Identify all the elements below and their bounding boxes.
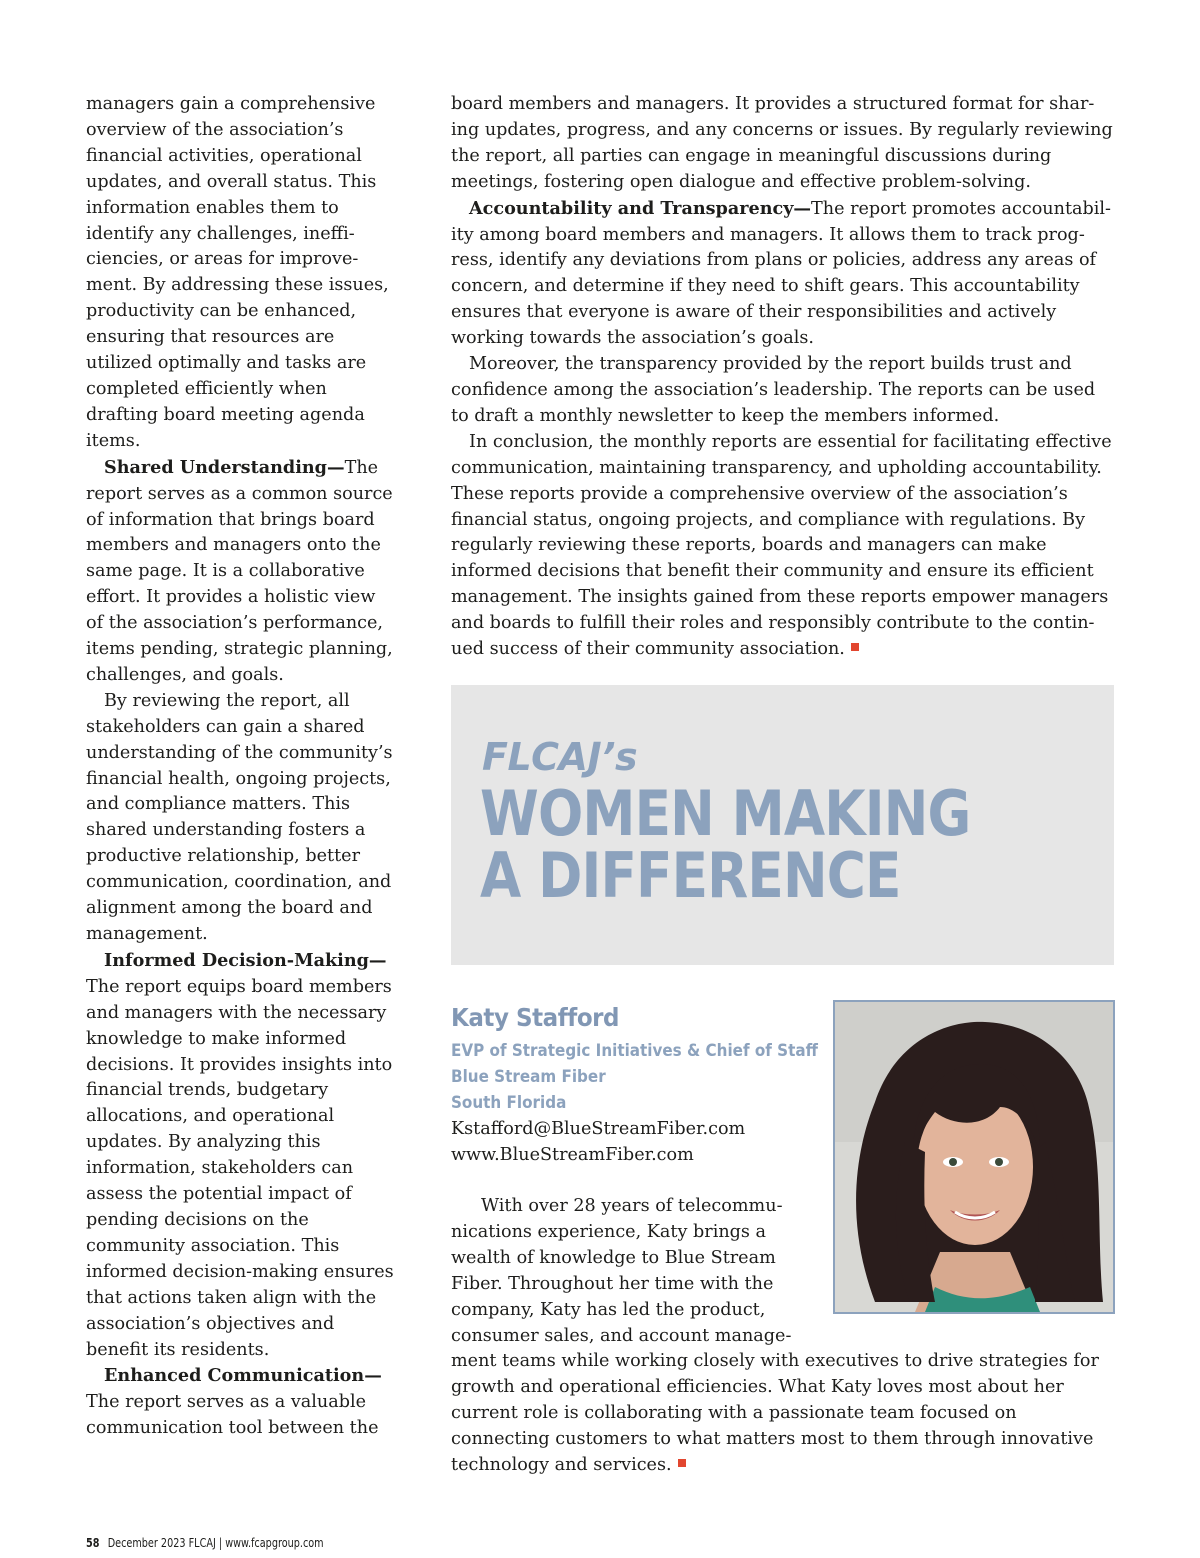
right-paragraph-1: board members and managers. It provides a structured format for sharing updates, progress, and any concerns or issues. By regularly reviewing the report, all parties can engage in meaningful discussions during meetings, fostering open dialogue and effective problem-solving. [451,94,1113,192]
left-paragraph-4 [86,948,394,1364]
issue-date: December 2023 [107,1535,186,1550]
banner-headline-line-1: WOMEN MAKING [480,777,971,850]
profile-title: EVP of Strategic Initiatives & Chief of Staff [451,1041,818,1060]
enhanced-communication-body: The report serves as a valuable communication tool between the [86,1392,379,1439]
left-paragraph-5 [86,1363,394,1442]
profile-info [451,1003,831,1168]
right-paragraph-3: Moreover, the transparency provided by the report builds trust and confidence among the association’s leadership. The reports can be used to draft a monthly newsletter to keep the members informed. [451,354,1096,426]
banner-kicker: FLCAJ’s [482,735,638,779]
profile-email-link[interactable]: Kstafford@BlueStreamFiber.com [451,1119,746,1139]
shared-understanding-heading: Shared Understanding— [104,456,345,478]
left-paragraph-3: By reviewing the report, all stakeholders can gain a shared understanding of the community’s financial health, ongoing projects, and compliance matters. This shared understanding fosters a productive relationship, better communication, coordination, and alignment among the board and management. [86,690,393,944]
feature-banner [451,685,1114,965]
profile-name: Katy Stafford [451,1003,620,1032]
page-footer [86,1535,324,1550]
footer-separator: | [218,1535,223,1550]
right-column [451,92,1115,663]
left-paragraph-1: managers gain a comprehensive overview of the association’s financial activities, operational updates, and overall status. This information enables them to identify any challenges, inefficiencies, or areas for improvement. By addressing these issues, productivity can be enhanced, ensuring that resources are utilized optimally and tasks are completed efficiently when drafting board meeting agenda items. [86,94,389,451]
banner-headline-line-2: A DIFFERENCE [480,839,901,912]
footer-website-link[interactable]: www.fcapgroup.com [225,1535,324,1550]
accountability-body: The report promotes accountability among board members and managers. It allows them to track progress, identify any deviations from plans or policies, address any areas of concern, and determine if they need to shift gears. This accountability ensures that everyone is aware of their responsibilities and actively working towards the association’s goals. [451,198,1111,349]
enhanced-communication-heading: Enhanced Communication— [104,1365,382,1387]
profile-bio [451,1194,1115,1479]
end-mark-icon [678,1459,686,1467]
banner-headline [480,777,971,912]
right-paragraph-4 [451,430,1115,663]
right-paragraph-2 [451,196,1115,352]
page-number: 58 [86,1535,100,1550]
profile-region: South Florida [451,1093,567,1112]
accountability-heading: Accountability and Transparency— [469,197,812,219]
profile-website-link[interactable]: www.BlueStreamFiber.com [451,1145,694,1165]
left-paragraph-2 [86,455,394,689]
informed-decision-body: The report equips board members and managers with the necessary knowledge to make informed decisions. It provides insights into financial trends, budgetary allocations, and operational updates. By analyzing this information, stakeholders can assess the potential impact of pending decisions on the community association. This informed decision-making ensures that actions taken align with the association’s objectives and benefit its residents. [86,976,394,1360]
shared-understanding-body: The report serves as a common source of information that brings board members and managers onto the same page. It is a collaborative effort. It provides a holistic view of the association’s performance, items pending, strategic planning, challenges, and goals. [86,457,393,685]
publication-name: FLCAJ [188,1535,216,1550]
profile-company: Blue Stream Fiber [451,1067,606,1086]
bio-text: With over 28 years of telecommunications experience, Katy brings a wealth of knowledge to Blue Stream Fiber. Throughout her time with the company, Katy has led the product, consumer sales, and account management teams while working closely with executives to drive strategies for growth and operational efficiencies. What Katy loves most about her current role is collaborating with a passionate team focused on connecting customers to what matters most to them through innovative technology and services. [451,1196,1099,1476]
conclusion-text: In conclusion, the monthly reports are essential for facilitating effective communication, maintaining transparency, and upholding accountability. These reports provide a comprehensive overview of the association’s financial status, ongoing projects, and compliance with regulations. By regularly reviewing these reports, boards and managers can make informed decisions that benefit their community and ensure its efficient management. The insights gained from these reports empower managers and boards to fulfill their roles and responsibly contribute to the continued success of their community association. [451,431,1112,660]
end-mark-icon [851,643,859,651]
informed-decision-heading: Informed Decision-Making— [104,949,387,971]
left-column [86,92,394,1442]
photo-spacer [815,1194,1115,1326]
